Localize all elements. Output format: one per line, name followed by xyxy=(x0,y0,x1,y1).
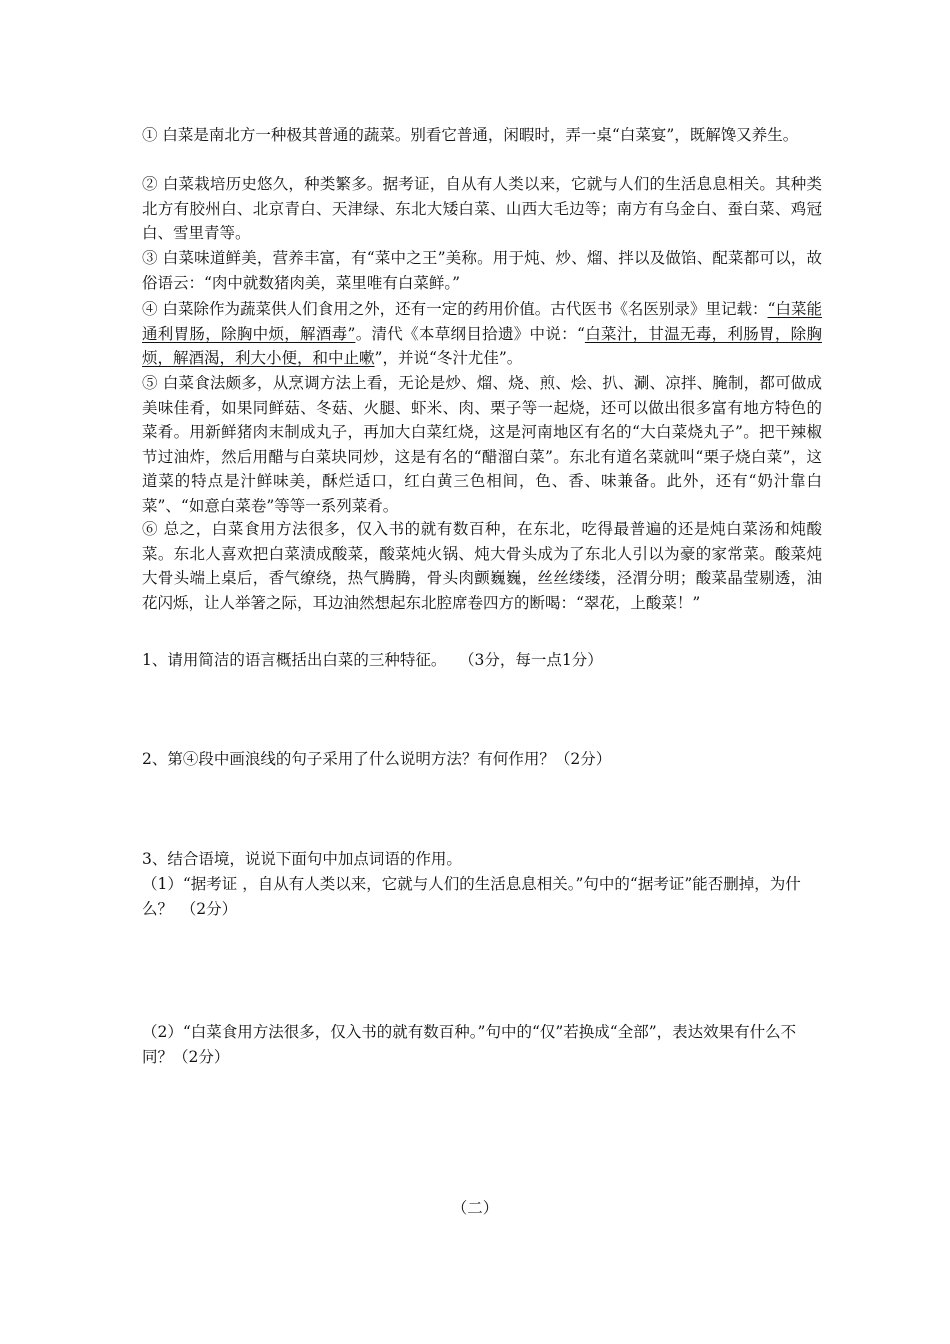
paragraph-4-text-c: 。清代《本草纲目拾遗》中说：“ xyxy=(355,324,585,343)
paragraph-4-text-a: ④ 白菜除作为蔬菜供人们食用之外，还有一定的药用价值。古代医书《名医别录》里记载： xyxy=(142,300,768,318)
paragraph-2: ② 白菜栽培历史悠久，种类繁多。据考证，自从有人类以来，它就与人们的生活息息相关。其种类北方有胶州白、北京青白、天津绿、东北大矮白菜、山西大毛边等；南方有乌金白、蚕白菜、鸡冠白、雪里青等。 xyxy=(142,175,822,242)
paragraph-1: ① 白菜是南北方一种极其普通的蔬菜。别看它普通，闲暇时，弄一桌“白菜宴”，既解馋又养生。 xyxy=(142,126,799,144)
underlined-quote-2: 白菜汁，甘温无毒，利肠胃，除胸烦，解酒渴，利大小便，和中止嗽 xyxy=(142,324,822,367)
paragraph-4 xyxy=(142,297,822,371)
section-marker: （二） xyxy=(451,1199,499,1217)
question-3-1: （1）“据考证 ，自从有人类以来，它就与人们的生活息息相关。”句中的“据考证”能否删掉，为什么？ （2分） xyxy=(142,875,801,918)
underlined-quote-1: “白菜能通利胃肠，除胸中烦，解酒毒” xyxy=(142,300,822,343)
paragraph-6: ⑥ 总之，白菜食用方法很多，仅入书的就有数百种，在东北，吃得最普遍的还是炖白菜汤和炖酸菜。东北人喜欢把白菜渍成酸菜，酸菜炖火锅、炖大骨头成为了东北人引以为豪的家常菜。酸菜炖大骨头端上桌后，香气缭绕，热气腾腾，骨头肉颤巍巍，丝丝缕缕，泾渭分明；酸菜晶莹剔透，油花闪烁，让人举箸之际，耳边油然想起东北腔席卷四方的断喝：“翠花，上酸菜！” xyxy=(142,520,822,612)
question-3-2: （2）“白菜食用方法很多，仅入书的就有数百种。”句中的“仅”若换成“全部”，表达效果有什么不同？（2分） xyxy=(142,1023,797,1066)
question-3: 3、结合语境，说说下面句中加点词语的作用。 xyxy=(142,850,462,868)
paragraph-4-text-e: ”，并说“冬汁尤佳”。 xyxy=(374,349,523,367)
paragraph-3: ③ 白菜味道鲜美，营养丰富，有“菜中之王”美称。用于炖、炒、熘、拌以及做馅、配菜都可以，故俗语云：“肉中就数猪肉美，菜里唯有白菜鲜。” xyxy=(142,249,822,292)
question-2: 2、第④段中画浪线的句子采用了什么说明方法？有何作用？（2分） xyxy=(142,750,612,768)
paragraph-5: ⑤ 白菜食法颇多，从烹调方法上看，无论是炒、熘、烧、煎、烩、扒、涮、凉拌、腌制，都可做成美味佳肴，如果同鲜菇、冬菇、火腿、虾米、肉、栗子等一起烧，还可以做出很多富有地方特色的菜肴。用新鲜猪肉末制成丸子，再加大白菜红烧，这是河南地区有名的“大白菜烧丸子”。把干辣椒节过油炸，然后用醋与白菜块同炒，这是有名的“醋溜白菜”。东北有道名菜就叫“栗子烧白菜”，这道菜的特点是汁鲜味美，酥烂适口，红白黄三色相间，色、香、味兼备。此外，还有“奶汁靠白菜”、“如意白菜卷”等等一系列菜肴。 xyxy=(142,374,822,515)
question-1: 1、请用简洁的语言概括出白菜的三种特征。 （3分，每一点1分） xyxy=(142,651,603,669)
